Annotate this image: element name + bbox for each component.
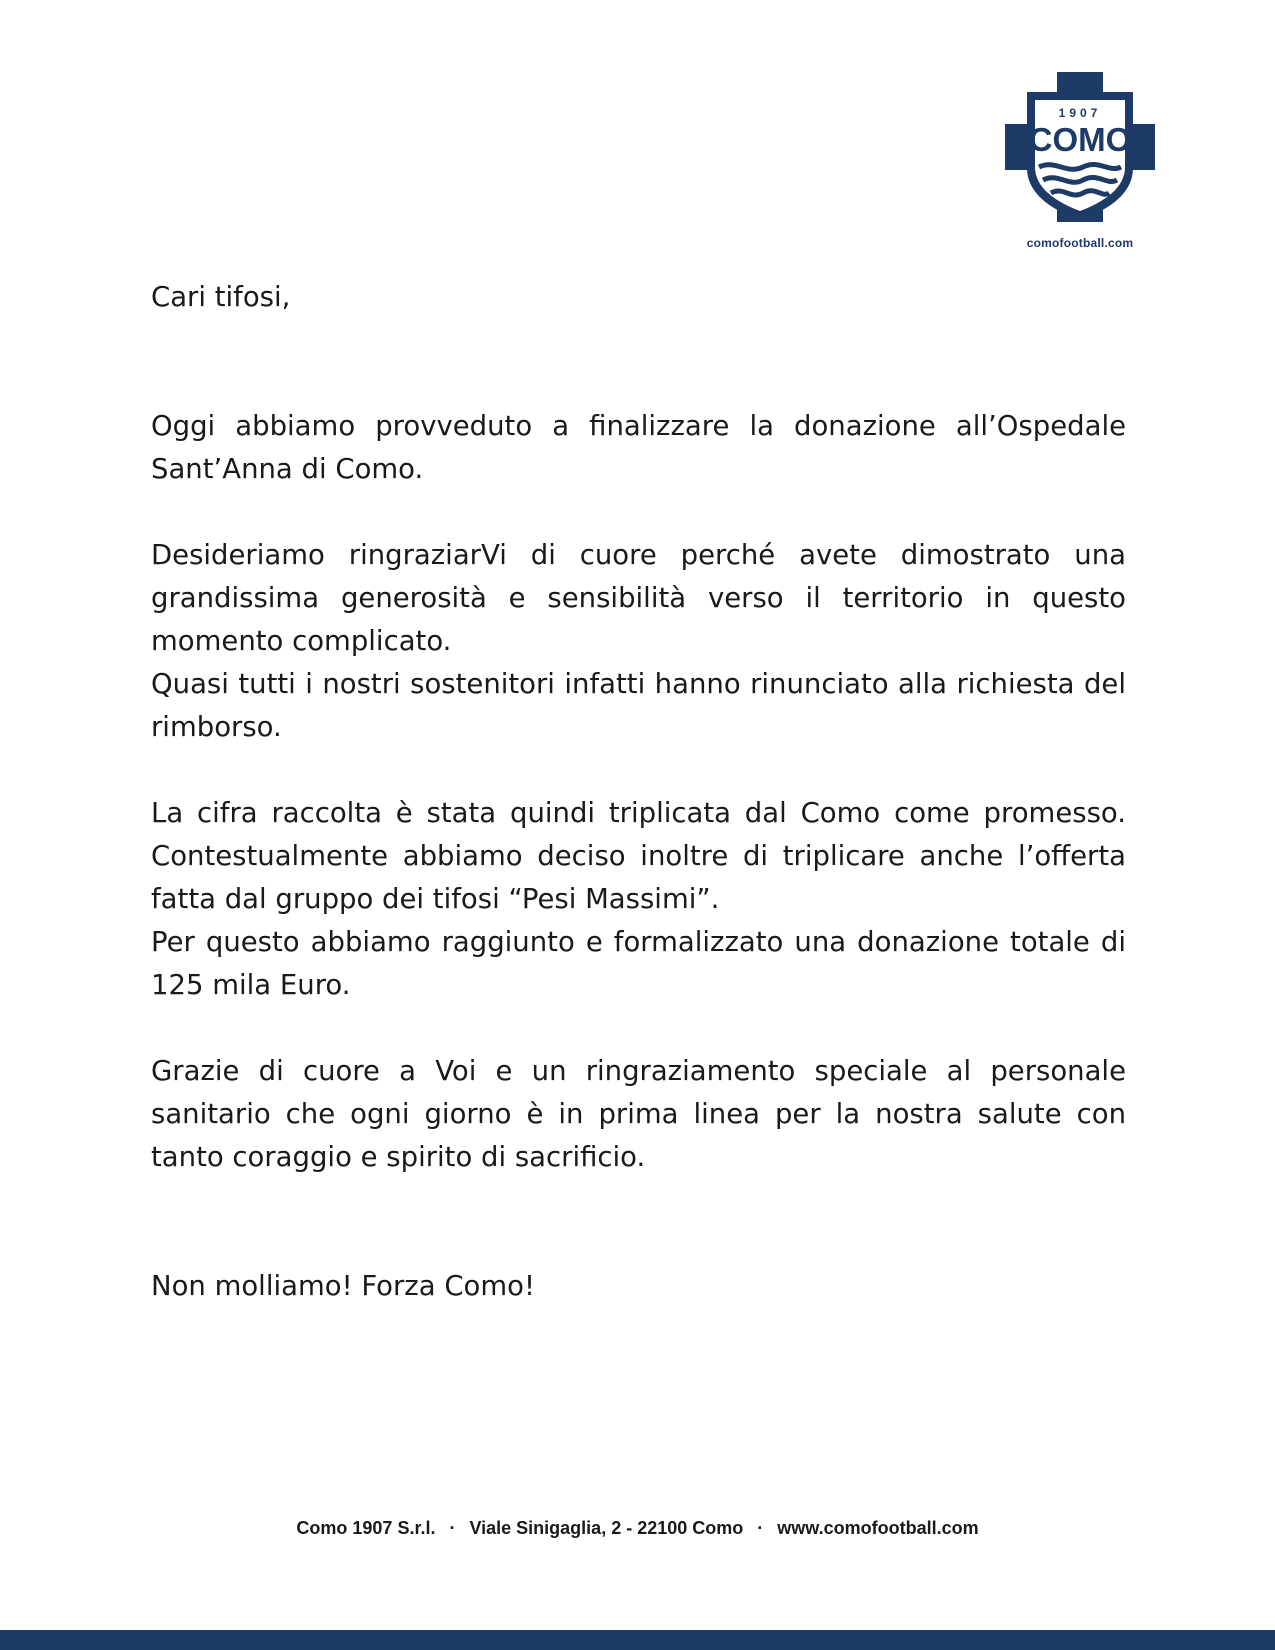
closing-line: Non molliamo! Forza Como! bbox=[151, 1270, 535, 1302]
paragraph-gratitude: Grazie di cuore a Voi e un ringraziamento speciale al personale sanitario che ogni giorno è in prima linea per la nostra salute con tanto coraggio e spirito di sacrificio. bbox=[151, 1055, 1126, 1173]
logo-year: 1907 bbox=[1058, 106, 1102, 120]
footer-company: Como 1907 S.r.l. bbox=[296, 1518, 436, 1538]
logo-url: comofootball.com bbox=[1026, 236, 1134, 250]
logo-name: COMO bbox=[1028, 121, 1132, 158]
footer-separator: · bbox=[449, 1518, 456, 1538]
logo-block bbox=[1000, 72, 1160, 250]
footer-website: www.comofootball.com bbox=[777, 1518, 979, 1538]
bottom-bar bbox=[0, 1630, 1275, 1650]
footer bbox=[0, 1518, 1275, 1539]
paragraph-total: Per questo abbiamo raggiunto e formalizzato una donazione totale di 125 mila Euro. bbox=[151, 926, 1126, 1001]
paragraph-refund: Quasi tutti i nostri sostenitori infatti hanno rinunciato alla richiesta del rimborso. bbox=[151, 668, 1126, 743]
footer-address: Viale Sinigaglia, 2 - 22100 Como bbox=[469, 1518, 744, 1538]
salutation: Cari tifosi, bbox=[151, 281, 291, 313]
paragraph-tripled: La cifra raccolta è stata quindi triplicata dal Como come promesso. Contestualmente abbiamo deciso inoltre di triplicare anche l’offerta fatta dal gruppo dei tifosi “Pesi Massimi”. bbox=[151, 797, 1126, 915]
paragraph-thanks: Desideriamo ringraziarVi di cuore perché avete dimostrato una grandissima generosità e sensibilità verso il territorio in questo momento complicato. bbox=[151, 539, 1126, 657]
paragraph-donation: Oggi abbiamo provveduto a finalizzare la donazione all’Ospedale Sant’Anna di Como. bbox=[151, 410, 1126, 485]
como-crest-icon bbox=[1005, 72, 1155, 222]
letter-body bbox=[151, 276, 1126, 1308]
footer-separator: · bbox=[757, 1518, 764, 1538]
